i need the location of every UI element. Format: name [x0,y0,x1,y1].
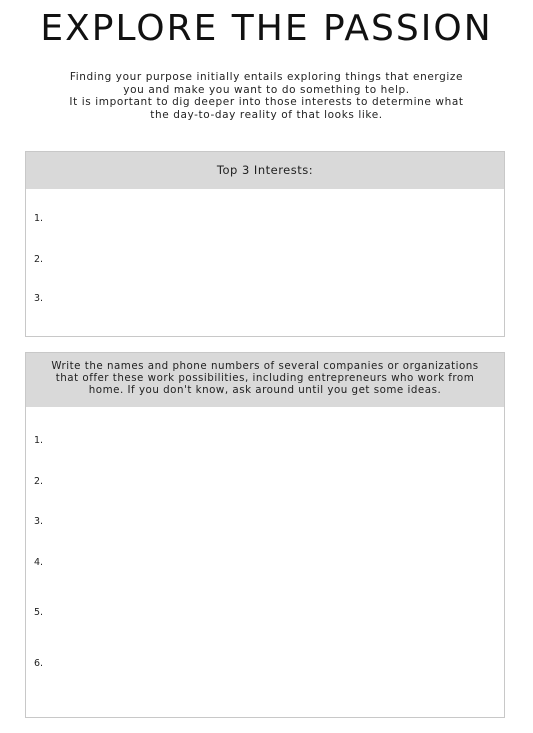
intro-line: the day-to-day reality of that looks like. [150,108,383,121]
interest-line-3-label: 3. [34,293,44,304]
company-line-4-label: 4. [34,557,44,568]
company-line-2-label: 2. [34,476,44,487]
intro-line: Finding your purpose initially entails exploring things that energize [69,71,464,83]
company-line-6-label: 6. [34,658,44,669]
company-line-1-label: 1. [34,435,44,446]
companies-header-line: Write the names and phone numbers of several companies or organizations [51,360,479,372]
intro-text [30,71,503,121]
companies-header-line: that offer these work possibilities, including entrepreneurs who work from [55,372,475,385]
interest-line-2-label: 2. [34,254,44,265]
interest-line-1-label: 1. [34,213,44,224]
top-interests-header: Top 3 Interests: [26,152,504,189]
companies-header [26,353,504,407]
page-title: EXPLORE THE PASSION [40,8,493,49]
company-line-3-label: 3. [34,516,44,527]
intro-line: It is important to dig deeper into those interests to determine what [69,96,464,108]
companies-header-line: home. If you don't know, ask around until you get some ideas. [88,384,442,397]
companies-box [25,352,505,718]
top-interests-box [25,151,505,337]
company-line-5-label: 5. [34,607,44,618]
intro-line: you and make you want to do something to help. [123,83,410,96]
